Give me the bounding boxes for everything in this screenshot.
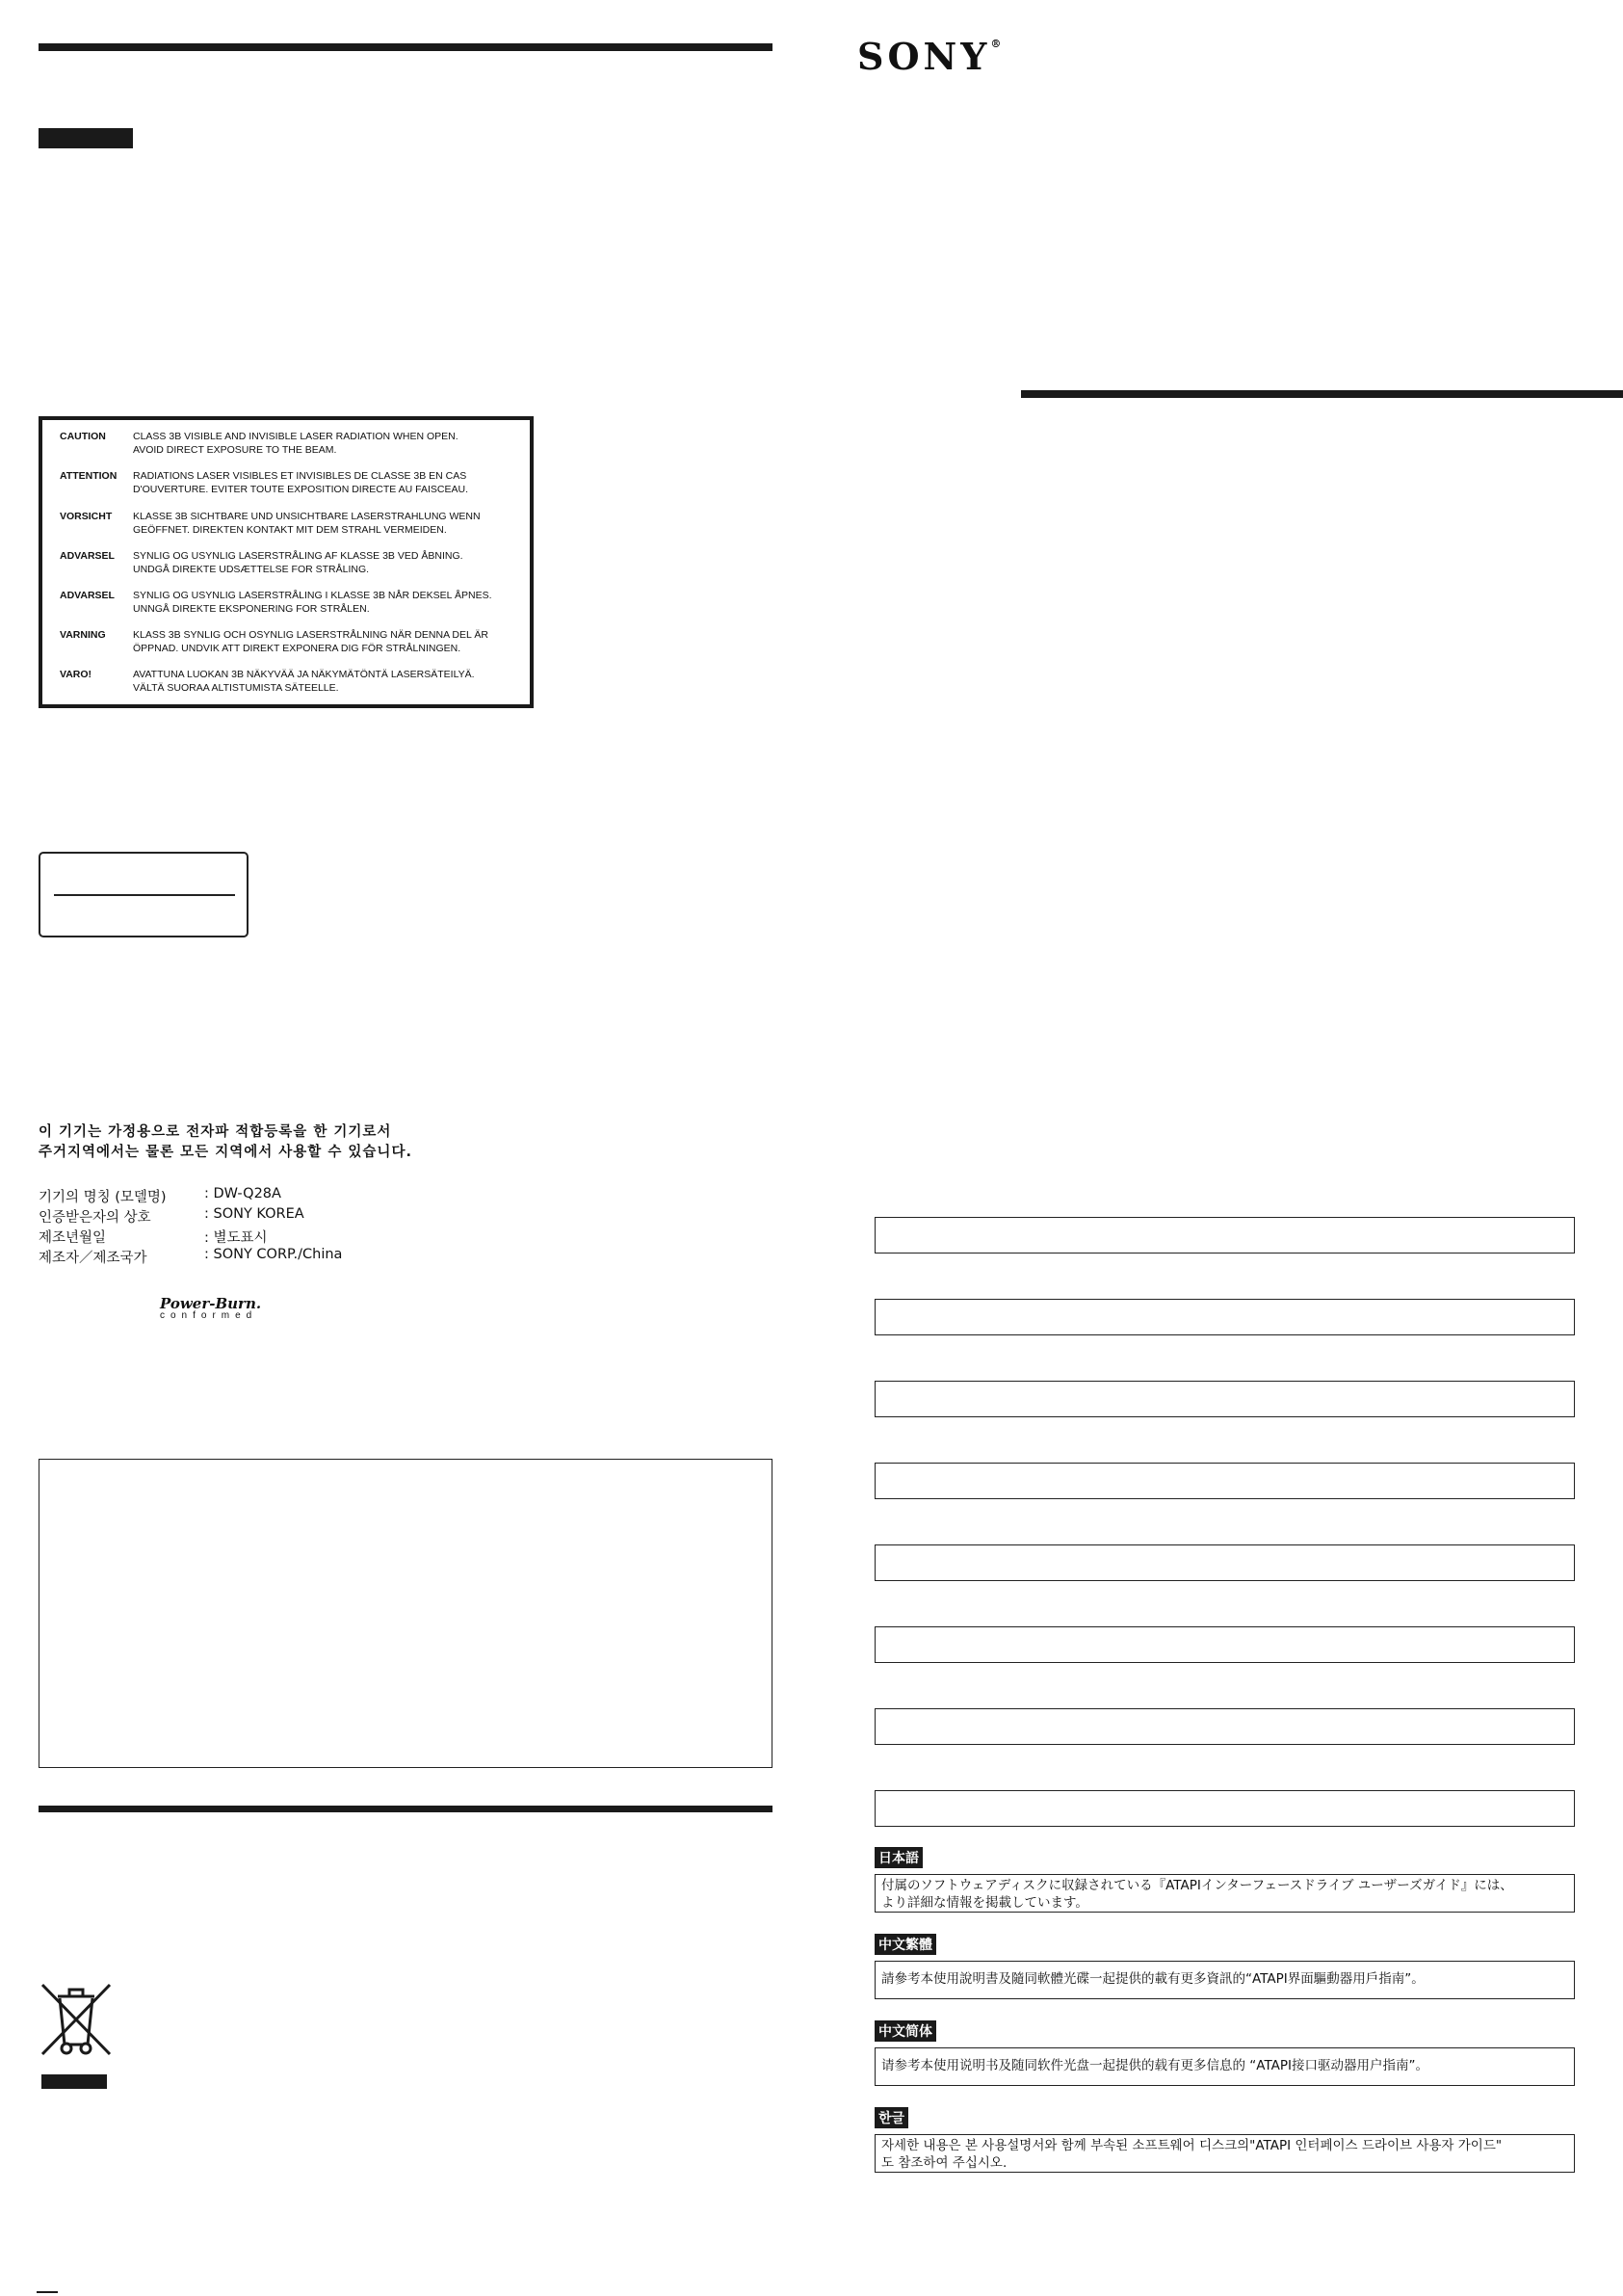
language-note-text: 자세한 내용은 본 사용설명서와 함께 부속된 소프트웨어 디스크의"ATAPI 인터페이스 드라이브 사용자 가이드" 도 참조하여 주십시오.: [881, 2138, 1503, 2171]
language-tag-traditional-chinese: 中文繁體: [875, 1934, 936, 1955]
caution-text: RADIATIONS LASER VISIBLES ET INVISIBLES DE CLASSE 3B EN CAS D'OUVERTURE. EVITER TOUTE EXPOSITION DIRECTE AU FAISCEAU.: [133, 470, 468, 495]
language-note-korean: [875, 2134, 1575, 2173]
spec-label: 제조년월일: [39, 1230, 107, 1246]
language-note-simplified-chinese: [875, 2047, 1575, 2086]
language-tag-simplified-chinese: 中文简体: [875, 2020, 936, 2042]
spec-value: : 별도표시: [204, 1230, 268, 1246]
model-label-box: [39, 852, 249, 937]
caution-text: CLASS 3B VISIBLE AND INVISIBLE LASER RADIATION WHEN OPEN. AVOID DIRECT EXPOSURE TO THE BEAM.: [133, 431, 458, 456]
caution-label: VARNING: [60, 629, 106, 641]
caution-label: VORSICHT: [60, 511, 113, 522]
language-note-box: [875, 1381, 1575, 1417]
top-right-rule: [1021, 390, 1623, 398]
caution-text: KLASS 3B SYNLIG OCH OSYNLIG LASERSTRÅLNING NÄR DENNA DEL ÄR ÖPPNAD. UNDVIK ATT DIREKT EXPONERA DIG FÖR STRÅLNINGEN.: [133, 629, 488, 654]
caution-text: SYNLIG OG USYNLIG LASERSTRÅLING I KLASSE 3B NÅR DEKSEL ÅPNES. UNNGÅ DIREKTE EKSPONERING FOR STRÅLEN.: [133, 590, 492, 615]
language-note-box: [875, 1544, 1575, 1581]
language-tag-korean: 한글: [875, 2107, 908, 2128]
language-note-box: [875, 1463, 1575, 1499]
spec-value: : SONY KOREA: [204, 1206, 304, 1222]
sony-logo: [857, 35, 1002, 78]
sony-logo-text: SONY: [857, 35, 991, 78]
lower-left-rule: [39, 1806, 772, 1812]
language-note-japanese: [875, 1874, 1575, 1913]
caution-text: KLASSE 3B SICHTBARE UND UNSICHTBARE LASERSTRAHLUNG WENN GEÖFFNET. DIREKTEN KONTAKT MIT DEM STRAHL VERMEIDEN.: [133, 511, 481, 536]
caution-text: SYNLIG OG USYNLIG LASERSTRÅLING AF KLASSE 3B VED ÅBNING. UNDGÅ DIREKTE UDSÆTTELSE FOR STRÅLING.: [133, 550, 463, 575]
korean-emc-notice: 이 기기는 가정용으로 전자파 적합등록을 한 기기로서 주거지역에서는 물론 모든 지역에서 사용할 수 있습니다.: [39, 1124, 412, 1160]
spec-label: 기기의 명칭 (모델명): [39, 1190, 167, 1205]
language-note-box: [875, 1708, 1575, 1745]
power-burn-logo-text: Power-Burn.: [160, 1295, 262, 1312]
language-note-box: [875, 1626, 1575, 1663]
caution-label: VARO!: [60, 669, 92, 680]
language-note-box: [875, 1217, 1575, 1254]
spec-label: 제조자／제조국가: [39, 1251, 147, 1266]
caution-label: CAUTION: [60, 431, 106, 442]
power-burn-logo-subtext: conformed: [160, 1310, 258, 1321]
laser-caution-box: [39, 416, 534, 708]
black-label-block: [39, 128, 133, 148]
caution-label: ADVARSEL: [60, 550, 115, 562]
weee-bar: [41, 2074, 107, 2089]
footer-mark: [37, 2291, 58, 2293]
spec-value: : DW-Q28A: [204, 1186, 281, 1201]
registered-mark: ®: [990, 38, 1002, 50]
language-tag-japanese: 日本語: [875, 1847, 923, 1868]
model-label-line: [54, 894, 235, 896]
language-note-text: 請參考本使用說明書及隨同軟體光碟一起提供的載有更多資訊的“ATAPI界面驅動器用戶指南”。: [881, 1971, 1425, 1987]
language-note-box: [875, 1790, 1575, 1827]
top-left-rule: [39, 43, 772, 51]
language-note-box: [875, 1299, 1575, 1335]
caution-label: ATTENTION: [60, 470, 118, 482]
weee-crossed-bin-icon: [37, 1981, 116, 2060]
language-note-text: 付属のソフトウェアディスクに収録されている『ATAPIインターフェースドライブ ユーザーズガイド』には、 より詳細な情報を掲載しています。: [881, 1878, 1513, 1911]
language-note-text: 请参考本使用说明书及随同软件光盘一起提供的载有更多信息的 “ATAPI接口驱动器用户指南”。: [881, 2058, 1429, 2073]
caution-label: ADVARSEL: [60, 590, 115, 601]
empty-notice-box: [39, 1459, 772, 1768]
spec-value: : SONY CORP./China: [204, 1247, 343, 1262]
caution-text: AVATTUNA LUOKAN 3B NÄKYVÄÄ JA NÄKYMÄTÖNTÄ LASERSÄTEILYÄ. VÄLTÄ SUORAA ALTISTUMISTA SÄTEELLE.: [133, 669, 475, 694]
power-burn-logo: [160, 1295, 261, 1321]
language-note-traditional-chinese: [875, 1961, 1575, 1999]
spec-label: 인증받은자의 상호: [39, 1210, 151, 1226]
